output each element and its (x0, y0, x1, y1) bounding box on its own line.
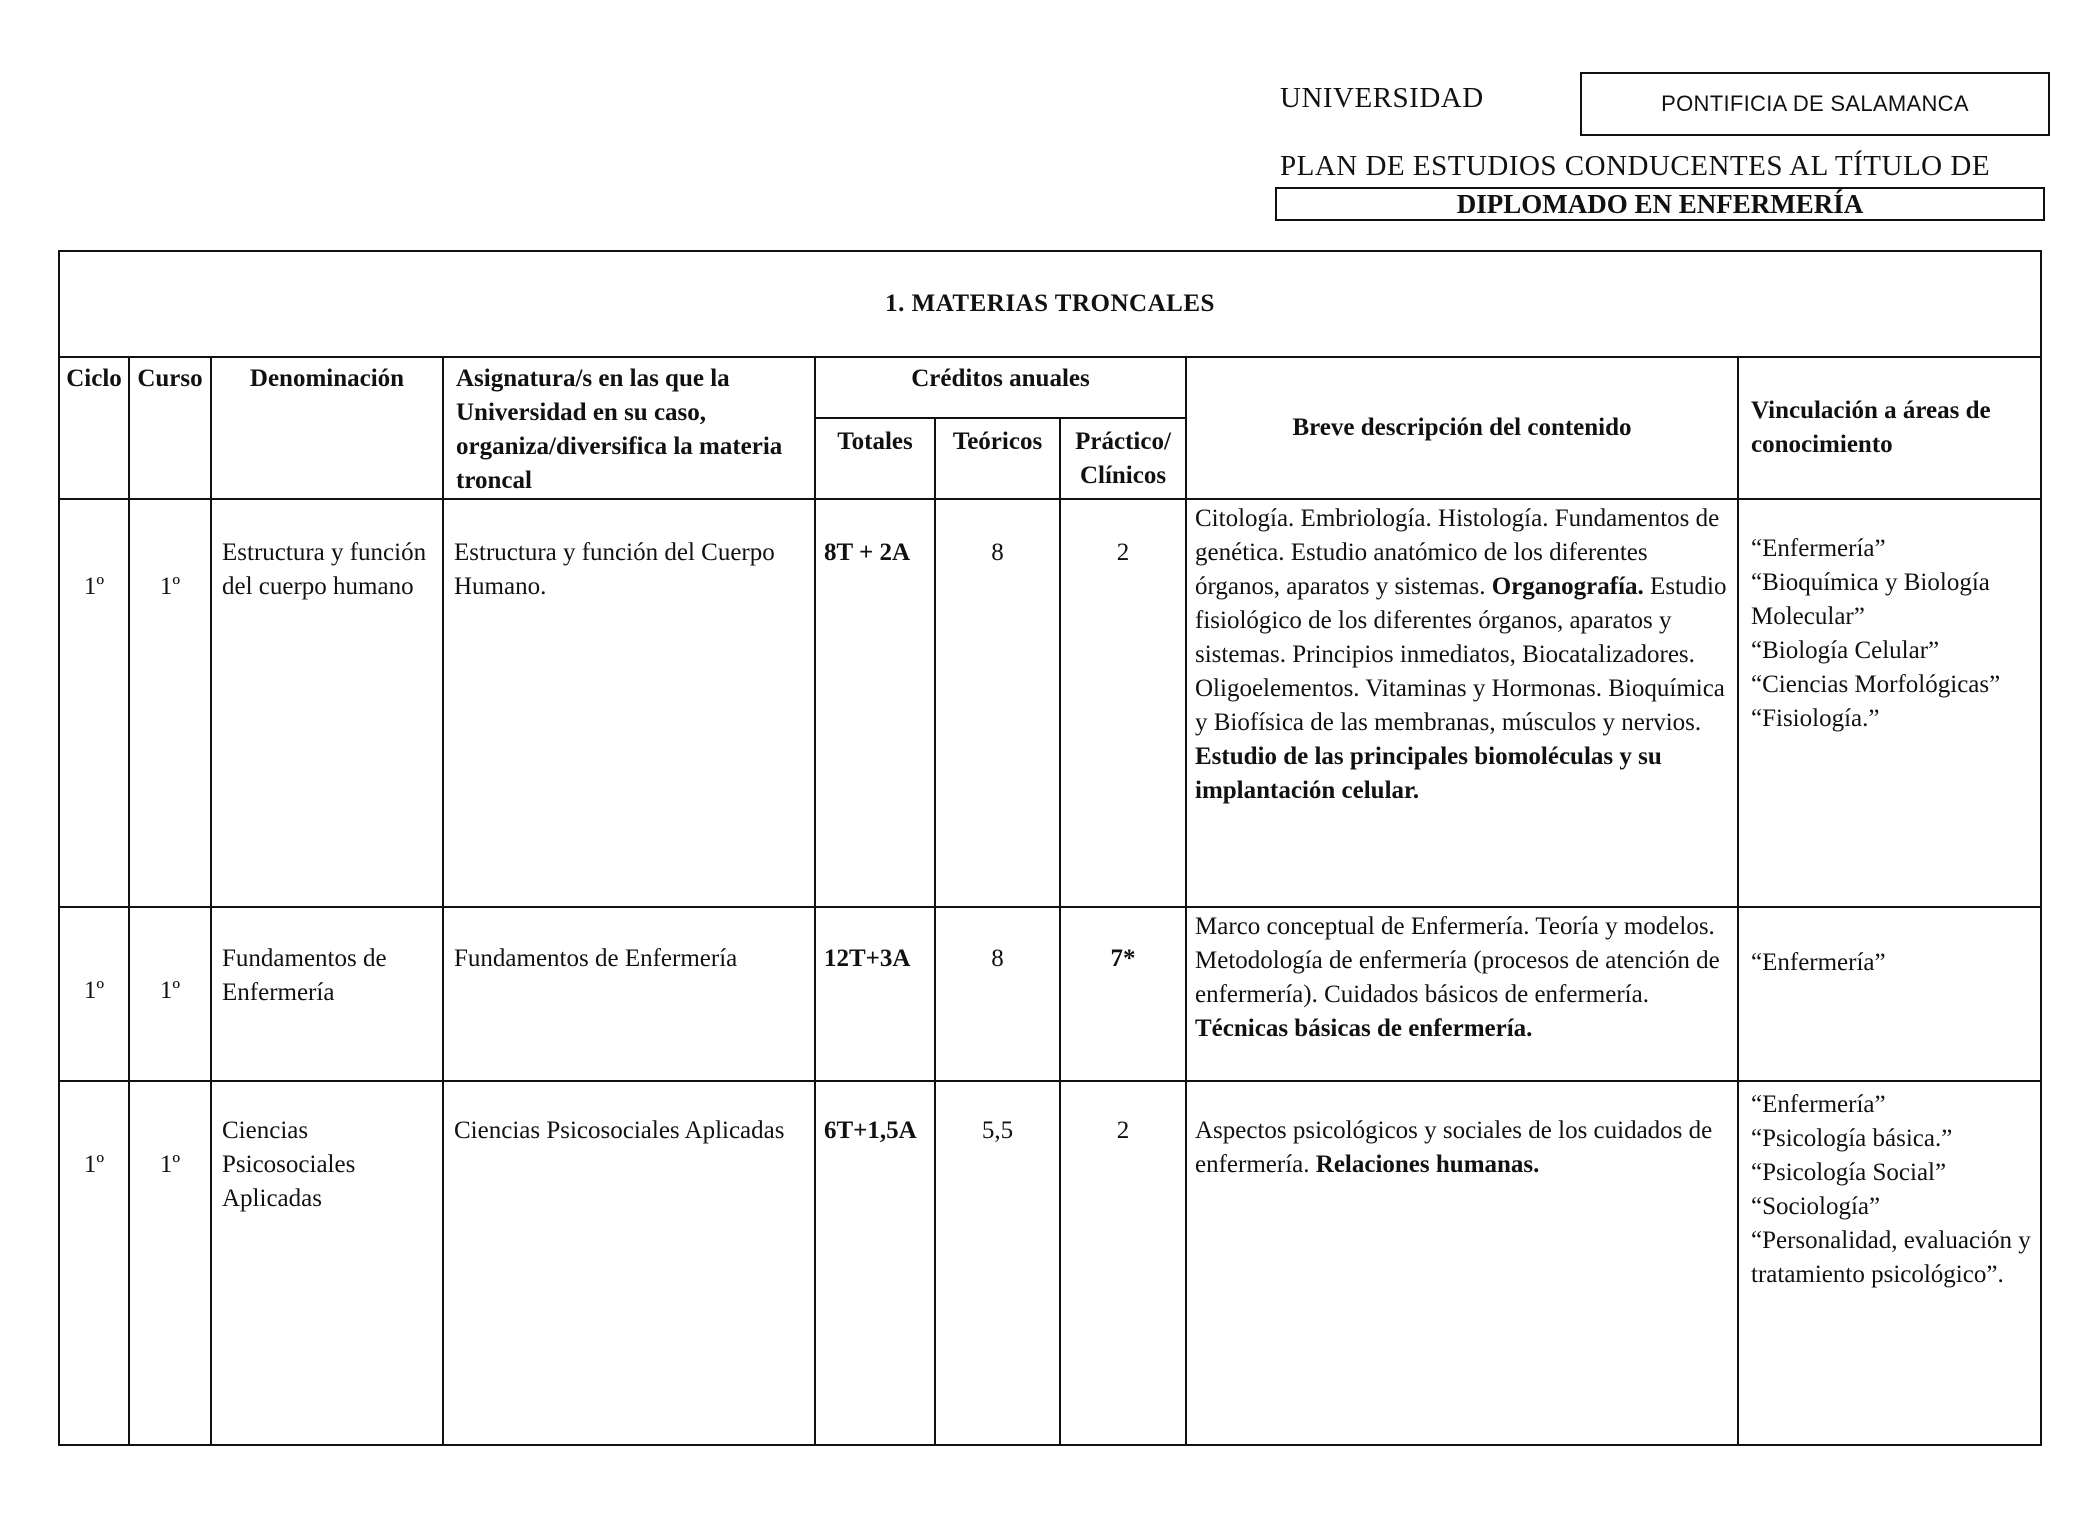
totales-cell: 6T+1,5A (815, 1081, 935, 1445)
vinculacion-cell (1738, 1081, 2041, 1445)
teoricos-cell: 8 (935, 907, 1060, 1081)
curso-cell: 1º (129, 499, 211, 907)
titulo-value-box: DIPLOMADO EN ENFERMERÍA (1275, 187, 2045, 221)
descripcion-bold-text: Relaciones humanas. (1315, 1151, 1540, 1178)
descripcion-cell (1186, 499, 1738, 907)
descripcion-text: Aspectos psicológicos y sociales de los cuidados de enfermería. (1195, 1117, 1713, 1178)
descripcion-cell (1186, 1081, 1738, 1445)
universidad-value-box: PONTIFICIA DE SALAMANCA (1580, 72, 2050, 136)
asignatura-cell: Fundamentos de Enfermería (443, 907, 815, 1081)
table-row (59, 1081, 2041, 1445)
descripcion-bold-text: Estudio de las principales biomoléculas y su implantación celular. (1195, 743, 1662, 804)
teoricos-cell: 8 (935, 499, 1060, 907)
denominacion-cell: Fundamentos de Enfermería (211, 907, 443, 1081)
materias-troncales-table (58, 250, 2042, 1446)
teoricos-cell: 5,5 (935, 1081, 1060, 1445)
denominacion-cell: Ciencias Psicosociales Aplicadas (211, 1081, 443, 1445)
col-ciclo-header: Ciclo (59, 357, 129, 499)
descripcion-cell (1186, 907, 1738, 1081)
curso-cell: 1º (129, 907, 211, 1081)
ciclo-cell: 1º (59, 1081, 129, 1445)
col-creditos-header: Créditos anuales (815, 357, 1186, 418)
descripcion-text: Marco conceptual de Enfermería. Teoría y modelos. Metodología de enfermería (procesos de atención de enfermería). Cuidados básicos de enfermería. (1195, 913, 1720, 1008)
vinculacion-cell (1738, 907, 2041, 1081)
ciclo-cell: 1º (59, 907, 129, 1081)
vinculacion-item: “Personalidad, evaluación y tratamiento psicológico”. (1751, 1227, 2031, 1288)
vinculacion-item: “Enfermería” (1751, 949, 1886, 976)
practicos-cell: 2 (1060, 1081, 1186, 1445)
descripcion-text: Estudio fisiológico de los diferentes órganos, aparatos y sistemas. Principios inmediatos, Biocatalizadores. Oligoelementos. Vitaminas y Hormonas. Bioquímica y Biofísica de las membranas, músculos y nervios. (1195, 573, 1727, 736)
ciclo-cell: 1º (59, 499, 129, 907)
asignatura-cell: Ciencias Psicosociales Aplicadas (443, 1081, 815, 1445)
col-curso-header: Curso (129, 357, 211, 499)
col-practicos-header: Práctico/ Clínicos (1060, 418, 1186, 499)
col-denominacion-header: Denominación (211, 357, 443, 499)
vinculacion-item: “Enfermería” (1751, 535, 1886, 562)
vinculacion-item: “Fisiología.” (1751, 705, 1880, 732)
vinculacion-item: “Bioquímica y Biología Molecular” (1751, 569, 1990, 630)
vinculacion-item: “Psicología básica.” (1751, 1125, 1953, 1152)
table-row (59, 907, 2041, 1081)
vinculacion-item: “Psicología Social” (1751, 1159, 1947, 1186)
col-teoricos-header: Teóricos (935, 418, 1060, 499)
descripcion-bold-text: Técnicas básicas de enfermería. (1195, 1015, 1533, 1042)
curso-cell: 1º (129, 1081, 211, 1445)
practicos-cell: 2 (1060, 499, 1186, 907)
totales-cell: 8T + 2A (815, 499, 935, 907)
plan-label: PLAN DE ESTUDIOS CONDUCENTES AL TÍTULO DE (1280, 150, 1991, 182)
section-title: 1. MATERIAS TRONCALES (59, 251, 2041, 357)
vinculacion-cell (1738, 499, 2041, 907)
table-row (59, 499, 2041, 907)
descripcion-bold-text: Organografía. (1491, 573, 1644, 600)
universidad-label: UNIVERSIDAD (1280, 82, 1484, 114)
vinculacion-item: “Biología Celular” (1751, 637, 1940, 664)
vinculacion-item: “Enfermería” (1751, 1091, 1886, 1118)
vinculacion-item: “Sociología” (1751, 1193, 1881, 1220)
col-asignatura-header: Asignatura/s en las que la Universidad en su caso, organiza/diversifica la materia troncal (443, 357, 815, 499)
vinculacion-item: “Ciencias Morfológicas” (1751, 671, 2001, 698)
asignatura-cell: Estructura y función del Cuerpo Humano. (443, 499, 815, 907)
col-totales-header: Totales (815, 418, 935, 499)
descripcion-text: Citología. Embriología. Histología. Fundamentos de genética. Estudio anatómico de los diferentes órganos, aparatos y sistemas. (1195, 505, 1720, 600)
col-descripcion-header: Breve descripción del contenido (1186, 357, 1738, 499)
denominacion-cell: Estructura y función del cuerpo humano (211, 499, 443, 907)
col-vinculacion-header: Vinculación a áreas de conocimiento (1738, 357, 2041, 499)
practicos-cell: 7* (1060, 907, 1186, 1081)
totales-cell: 12T+3A (815, 907, 935, 1081)
